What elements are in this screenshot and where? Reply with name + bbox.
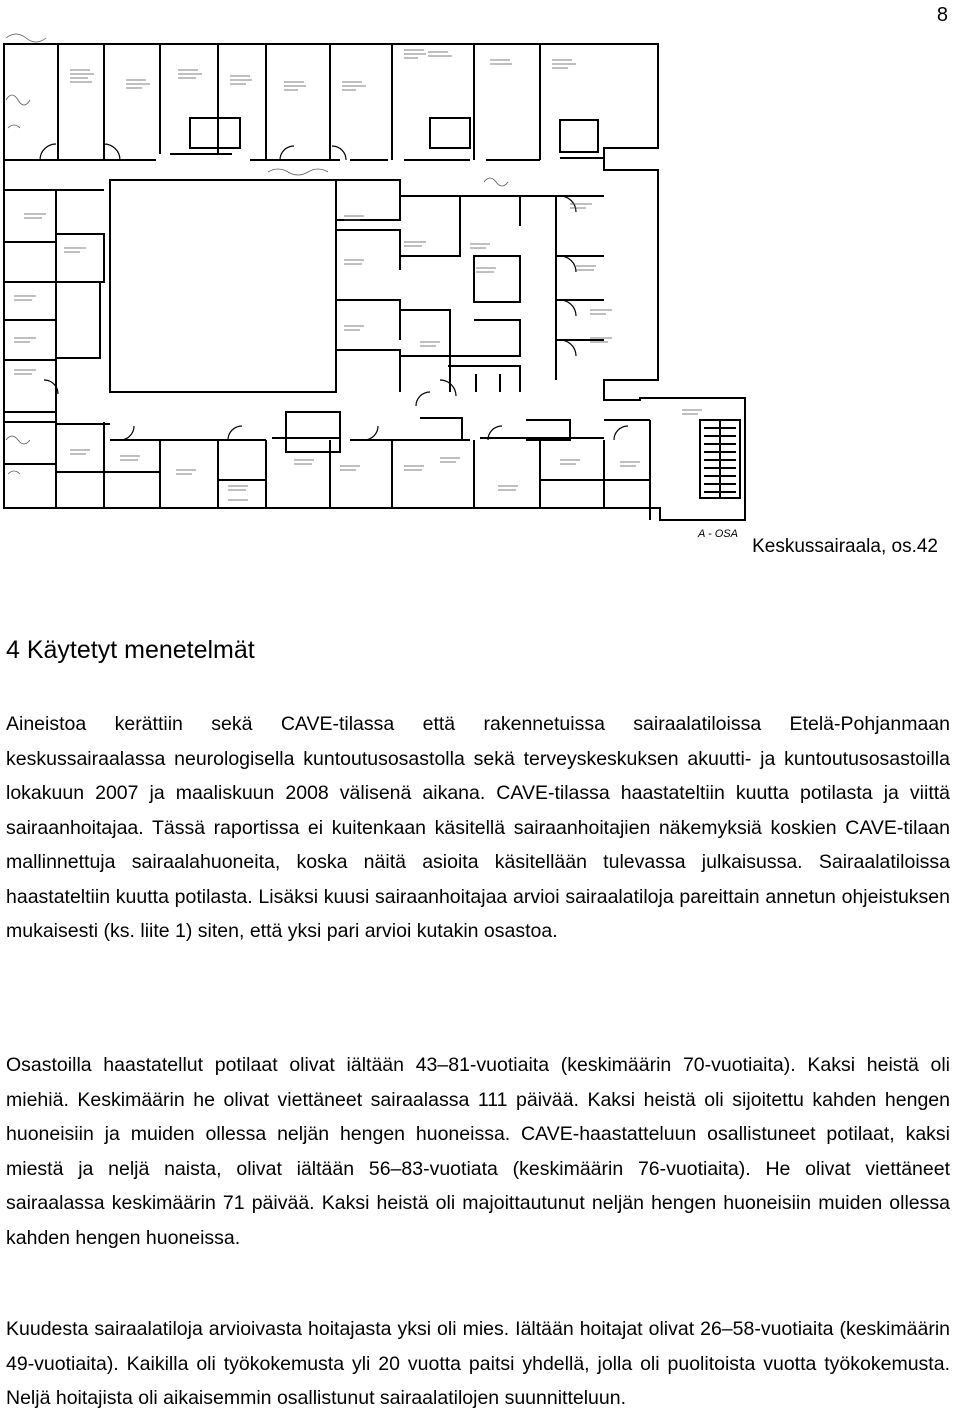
- figure-caption: Keskussairaala, os.42: [752, 536, 938, 557]
- paragraph: Osastoilla haastatellut potilaat olivat iältään 43–81-vuotiaita (keskimäärin 70-vuotiaita). Kaksi heistä oli miehiä. Keskimäärin he olivat viettäneet sairaalassa 111 päivää. Kaksi heistä oli sijoitettu kahden hengen huoneisiin ja muiden ollessa neljän hengen huoneissa. CAVE-haastatteluun osallistuneet potilaat, kaksi miestä ja neljä naista, olivat iältään 56–83-vuotiata (keskimäärin 76-vuotiaita). He olivat viettäneet sairaalassa keskimäärin 71 päivää. Kaksi heistä oli majoittautunut neljän hengen huoneisiin muiden ollessa kahden hengen huoneissa.: [6, 1054, 950, 1249]
- floor-plan-drawing: [0, 20, 960, 542]
- paragraph: Aineistoa kerättiin sekä CAVE-tilassa että rakennetuissa sairaalatiloissa Etelä-Pohjanmaan keskussairaalassa neurologisella kuntoutusosastolla sekä terveyskeskuksen akuutti- ja kuntoutusosastoilla lokakuun 2007 ja maaliskuun 2008 välisenä aikana. CAVE-tilassa haastateltiin kuutta potilasta ja viittä sairaanhoitajaa. Tässä raportissa ei kuitenkaan käsitellä sairaanhoitajien näkemyksiä koskien CAVE-tilaan mallinnettuja sairaalahuoneita, koska näitä asioita käsitellään tulevassa julkaisussa. Sairaalatiloissa haastateltiin kuutta potilasta. Lisäksi kuusi sairaanhoitajaa arvioi sairaalatiloja pareittain annetun ohjeistuksen mukaisesti (ks. liite 1) siten, että yksi pari arvioi kutakin osastoa.: [6, 713, 950, 942]
- page-number: 8: [936, 4, 948, 26]
- section-heading: 4 Käytetyt menetelmät: [6, 636, 255, 664]
- paragraph: Kuudesta sairaalatiloja arvioivasta hoitajasta yksi oli mies. Iältään hoitajat olivat 26–58-vuotiaita (keskimäärin 49-vuotiaita). Kaikilla oli työkokemusta yli 20 vuotta paitsi yhdellä, jolla oli puolitoista vuotta työkokemusta. Neljä hoitajista oli aikaisemmin osallistunut sairaalatilojen suunnitteluun.: [6, 1318, 950, 1409]
- handwritten-note: A - OSA: [698, 528, 738, 540]
